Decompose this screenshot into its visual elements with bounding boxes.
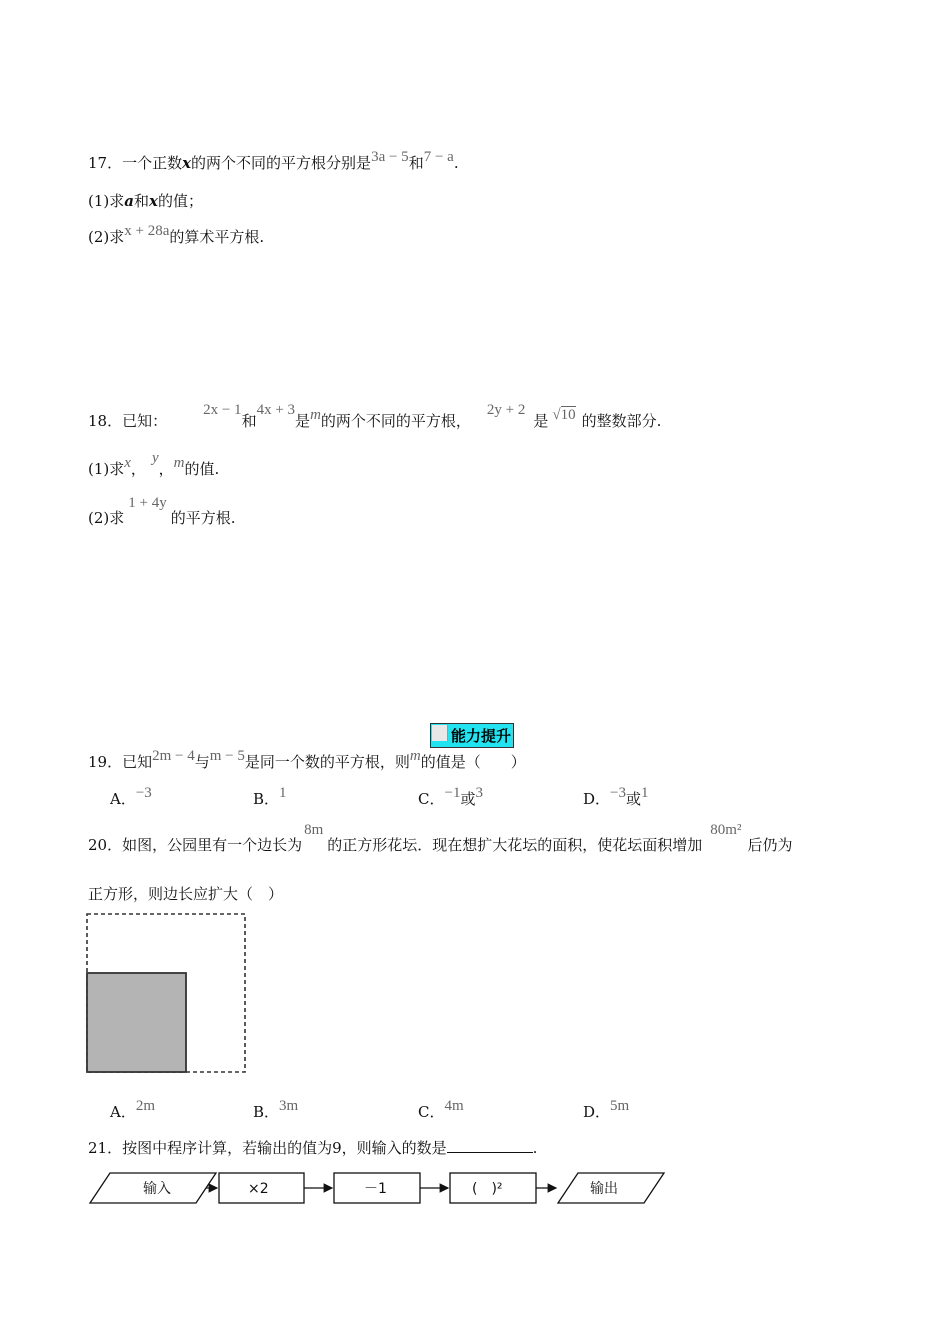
q21-flowchart — [88, 1168, 668, 1208]
q19-expr2: m − 5 — [209, 748, 245, 764]
q18-part1: (1)求x，y，m的值. — [88, 450, 220, 478]
q18-stem: 18．已知：2x − 1和4x + 3是m的两个不同的平方根，2y + 2是 √10 的整数部分. — [88, 402, 662, 430]
q19-stem: 19．已知2m − 4与m − 5是同一个数的平方根，则m的值是（ ） — [88, 748, 526, 771]
q20-figure — [84, 911, 250, 1076]
q20-option-c[interactable]: C．4m — [418, 1098, 464, 1121]
q20-area: 80m² — [710, 822, 742, 838]
q17-expr2: 7 − a — [423, 149, 454, 165]
flow-minus1-label: －1 — [364, 1181, 387, 1197]
flow-square-label: ( )² — [472, 1181, 503, 1197]
section-badge: 能力提升 — [430, 723, 514, 748]
sqrt-icon: √ — [552, 407, 561, 423]
q20-option-d[interactable]: D．5m — [583, 1098, 630, 1121]
q20-stem: 20．如图，公园里有一个边长为8m的正方形花坛．现在想扩大花坛的面积，使花坛面积增加80m²后仍为 — [88, 822, 793, 854]
q19-option-c[interactable]: C．−1或3 — [418, 785, 483, 808]
q19-option-a[interactable]: A．−3 — [110, 785, 152, 808]
q17-expr1: 3a − 5 — [371, 149, 409, 165]
q18-m: m — [310, 407, 321, 423]
q19-option-b[interactable]: B．1 — [253, 785, 287, 808]
q20-option-b[interactable]: B．3m — [253, 1098, 299, 1121]
q17-stem: 17．一个正数x的两个不同的平方根分别是3a − 5和7 − a. — [88, 149, 459, 172]
q18-expr2: 4x + 3 — [256, 402, 296, 418]
flow-times2-label: ×2 — [248, 1181, 269, 1197]
q18-expr3: 2y + 2 — [486, 402, 526, 418]
q20-stem-2: 正方形，则边长应扩大（ ） — [88, 885, 284, 903]
q18-part2: (2)求1 + 4y的平方根. — [88, 495, 236, 527]
q17-p2-expr: x + 28a — [124, 223, 170, 239]
flow-input-label: 输入 — [143, 1181, 171, 1197]
flower-bed-square — [87, 973, 186, 1072]
q17-part1: (1)求a和x的值； — [88, 192, 203, 210]
flow-output-label: 输出 — [590, 1181, 618, 1197]
square-icon — [432, 725, 448, 741]
answer-blank[interactable] — [447, 1138, 533, 1153]
q21-stem: 21．按图中程序计算，若输出的值为9，则输入的数是 . — [88, 1139, 538, 1157]
q18-p2-expr: 1 + 4y — [128, 495, 167, 511]
q20-len: 8m — [304, 822, 324, 838]
q20-option-a[interactable]: A．2m — [110, 1098, 156, 1121]
q18-sqrt: √10 — [552, 407, 576, 423]
q18-expr1: 2x − 1 — [203, 402, 242, 418]
q19-expr1: 2m − 4 — [152, 748, 195, 764]
q17-part2: (2)求x + 28a的算术平方根. — [88, 223, 265, 246]
q19-option-d[interactable]: D．−3或1 — [583, 785, 649, 808]
